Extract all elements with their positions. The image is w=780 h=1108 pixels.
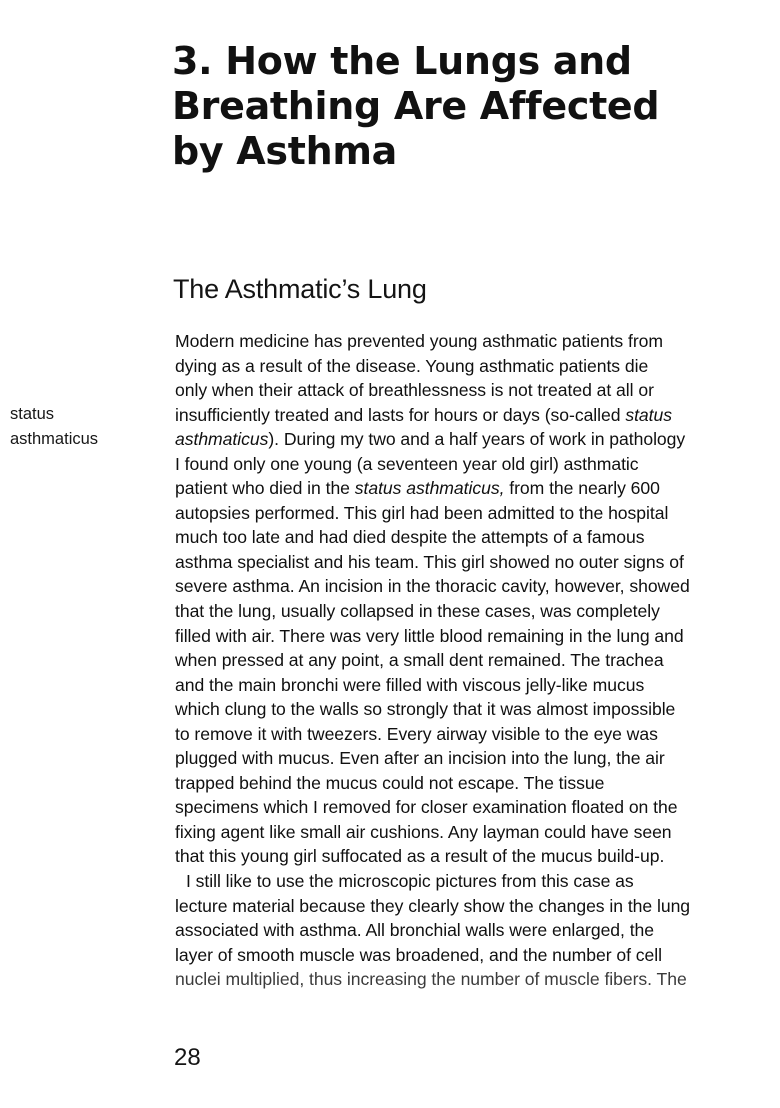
margin-note-line: status	[10, 405, 55, 423]
body-text-line: trapped behind the mucus could not escape. The tissue	[175, 772, 605, 793]
body-text-line: much too late and had died despite the attempts of a famous	[175, 527, 645, 548]
body-text-line: fixing agent like small air cushions. Any layman could have seen	[175, 821, 672, 842]
body-text-line: which clung to the walls so strongly that it was almost impossible	[175, 699, 676, 720]
body-text-line: severe asthma. An incision in the thoracic cavity, however, showed	[175, 576, 690, 597]
body-text-line: filled with air. There was very little blood remaining in the lung and	[175, 625, 684, 646]
body-text-line: patient who died in the status asthmaticus, from the nearly 600	[175, 478, 660, 499]
body-text-line: asthma specialist and his team. This girl showed no outer signs of	[175, 551, 684, 572]
body-text-line: insufficiently treated and lasts for hours or days (so-called status	[175, 404, 672, 425]
body-text-line: plugged with mucus. Even after an incision into the lung, the air	[175, 748, 665, 769]
chapter-title-line: by Asthma	[172, 129, 397, 174]
body-text-line: nuclei multiplied, thus increasing the number of muscle fibers. The	[175, 969, 687, 990]
body-text-line: I found only one young (a seventeen year old girl) asthmatic	[175, 453, 639, 474]
margin-note-line: asthmaticus	[10, 429, 99, 448]
body-text-line: I still like to use the microscopic pictures from this case as	[186, 871, 634, 892]
body-text-line: that this young girl suffocated as a result of the mucus build-up.	[175, 846, 665, 867]
chapter-title-line: Breathing Are Affected	[172, 84, 660, 129]
chapter-title	[172, 39, 732, 174]
body-text-line: asthmaticus). During my two and a half years of work in pathology	[175, 429, 686, 450]
body-text-line: when pressed at any point, a small dent remained. The trachea	[175, 650, 664, 671]
body-text-line: Modern medicine has prevented young asthmatic patients from	[175, 331, 663, 351]
body-text-line: to remove it with tweezers. Every airway visible to the eye was	[175, 723, 658, 744]
body-text-line: specimens which I removed for closer examination floated on the	[175, 797, 678, 818]
body-text-line: and the main bronchi were filled with viscous jelly-like mucus	[175, 674, 645, 695]
body-text-line: autopsies performed. This girl had been admitted to the hospital	[175, 502, 669, 523]
page-number: 28	[174, 1044, 201, 1071]
section-heading: The Asthmatic’s Lung	[173, 274, 427, 305]
body-text-line: lecture material because they clearly show the changes in the lung	[175, 895, 691, 916]
body-text-line: associated with asthma. All bronchial walls were enlarged, the	[175, 920, 655, 941]
body-text-line: that the lung, usually collapsed in these cases, was completely	[175, 601, 660, 622]
body-text	[175, 329, 765, 992]
chapter-title-line: 3. How the Lungs and	[172, 39, 632, 84]
body-text-line: layer of smooth muscle was broadened, and the number of cell	[175, 944, 662, 965]
body-text-line: only when their attack of breathlessness is not treated at all or	[175, 380, 654, 401]
margin-note	[10, 402, 170, 451]
body-text-line: dying as a result of the disease. Young asthmatic patients die	[175, 355, 649, 376]
